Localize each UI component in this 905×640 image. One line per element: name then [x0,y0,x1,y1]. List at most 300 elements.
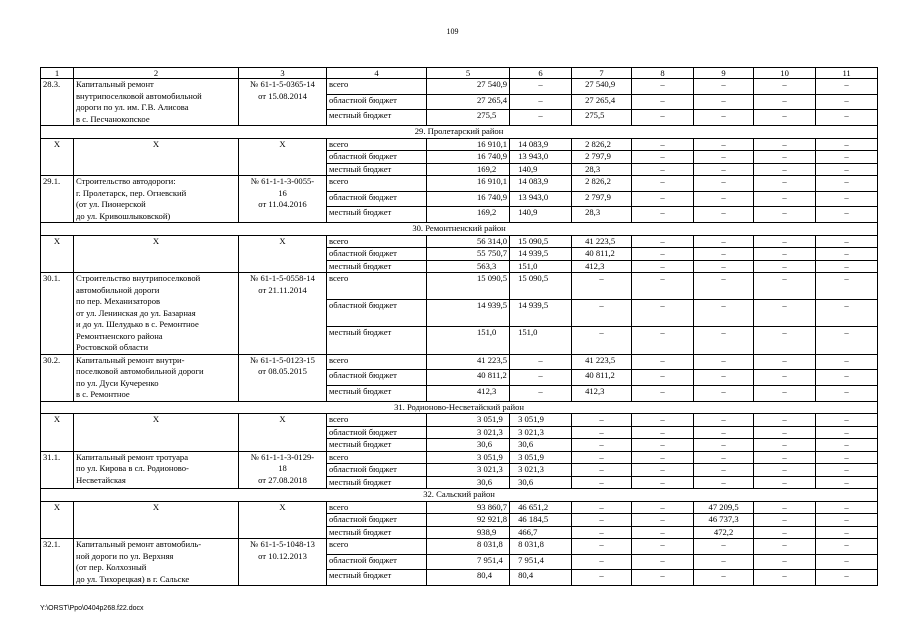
object-name-line: в с. Песчанокопское [76,113,150,124]
expertise-document [239,414,327,452]
value-col10: – [754,354,816,370]
expertise-document [239,235,327,273]
budget-source: областной бюджет [327,191,427,207]
object-name-line: внутрипоселковой автомобильной [76,90,202,101]
value-col8: – [632,501,694,514]
value-col11: – [816,570,878,586]
budget-source: местный бюджет [327,207,427,223]
value-col6: 14 083,9 [510,176,572,192]
value-total: 151,0 [427,327,510,354]
expertise-document-line: Х [279,235,286,246]
expertise-document-line: Х [279,138,286,149]
value-col11: – [816,79,878,95]
value-col10: – [754,476,816,489]
item-number: 32.1. [41,539,74,586]
object-name-line: Капитальный ремонт тротуара [76,451,189,462]
column-number: 6 [510,68,572,79]
expertise-document-line: 18 [278,463,287,473]
value-total: 15 090,5 [427,273,510,300]
value-col7: 41 223,5 [572,354,632,370]
item-number: 30.1. [41,273,74,355]
budget-source: всего [327,273,427,300]
column-number: 10 [754,68,816,79]
object-name-line: поселковой автомобильной дороги [76,366,204,376]
expertise-document-line: от 10.12.2013 [258,550,307,561]
budget-source: областной бюджет [327,151,427,164]
value-col10: – [754,94,816,110]
value-total: 412,3 [427,385,510,401]
object-name [74,138,239,176]
value-col9: – [694,110,754,126]
value-col10: – [754,138,816,151]
value-col10: – [754,327,816,354]
value-col7: 27 540,9 [572,79,632,95]
value-col9: – [694,354,754,370]
value-col10: – [754,248,816,261]
value-col10: – [754,235,816,248]
value-col8: – [632,439,694,452]
budget-source: местный бюджет [327,385,427,401]
value-total: 563,3 [427,260,510,273]
value-col8: – [632,354,694,370]
table-row [41,354,878,370]
value-col11: – [816,300,878,327]
value-col10: – [754,439,816,452]
value-col8: – [632,451,694,464]
table-row [41,235,878,248]
value-col6: 466,7 [510,526,572,539]
value-col11: – [816,176,878,192]
object-name [74,451,239,489]
value-col10: – [754,273,816,300]
object-name-line: Х [152,235,160,246]
value-col8: – [632,176,694,192]
column-number: 11 [816,68,878,79]
value-col9: – [694,327,754,354]
value-col10: – [754,451,816,464]
value-col7: 2 797,9 [572,151,632,164]
table-row [41,138,878,151]
expertise-document-line: от 08.05.2015 [258,366,307,376]
item-number: 30.2. [41,354,74,401]
value-col8: – [632,94,694,110]
value-col10: – [754,260,816,273]
value-col8: – [632,570,694,586]
object-name-line: Х [152,138,160,149]
value-col8: – [632,385,694,401]
value-col11: – [816,526,878,539]
value-col8: – [632,110,694,126]
value-col10: – [754,151,816,164]
value-total: 169,2 [427,207,510,223]
value-col8: – [632,554,694,570]
value-total: 30,6 [427,439,510,452]
value-col10: – [754,191,816,207]
value-col8: – [632,151,694,164]
value-col7: – [572,464,632,477]
budget-source: местный бюджет [327,526,427,539]
value-col11: – [816,273,878,300]
value-col8: – [632,370,694,386]
value-col6: – [510,94,572,110]
value-col7: – [572,451,632,464]
value-col11: – [816,501,878,514]
value-col6: 80,4 [510,570,572,586]
value-total: 16 740,9 [427,151,510,164]
value-col8: – [632,248,694,261]
budget-source: местный бюджет [327,327,427,354]
value-col7: – [572,526,632,539]
value-col10: – [754,570,816,586]
value-col8: – [632,235,694,248]
budget-source: областной бюджет [327,514,427,527]
value-col9: – [694,176,754,192]
budget-source: местный бюджет [327,110,427,126]
value-col9: 47 209,5 [694,501,754,514]
value-col6: – [510,385,572,401]
budget-source: всего [327,414,427,427]
value-col9: – [694,570,754,586]
value-col7: 41 223,5 [572,235,632,248]
value-col9: – [694,414,754,427]
value-total: 27 265,4 [427,94,510,110]
object-name [74,176,239,223]
expertise-document [239,501,327,539]
object-name-line: автомобильной дороги [76,284,160,295]
value-col6: 3 051,9 [510,451,572,464]
value-col7: – [572,476,632,489]
value-col9: – [694,191,754,207]
item-number: Х [41,138,74,176]
object-name-line: Строительство автодороги: [76,176,176,186]
value-col7: 2 826,2 [572,138,632,151]
column-number: 5 [427,68,510,79]
value-total: 56 314,0 [427,235,510,248]
value-total: 14 939,5 [427,300,510,327]
value-total: 80,4 [427,570,510,586]
value-col9: – [694,260,754,273]
value-col6: 140,9 [510,207,572,223]
value-col9: – [694,426,754,439]
budget-source: областной бюджет [327,248,427,261]
object-name-line: (от ул. Пионерской [76,199,146,209]
value-col9: – [694,385,754,401]
value-col11: – [816,260,878,273]
value-col6: – [510,110,572,126]
budget-source: всего [327,235,427,248]
expertise-document-line: Х [279,501,286,512]
budget-source: областной бюджет [327,426,427,439]
value-col7: 27 265,4 [572,94,632,110]
expertise-document [239,539,327,586]
value-col11: – [816,451,878,464]
budget-table [40,67,878,586]
value-total: 16 910,1 [427,176,510,192]
district-section-row [41,126,878,139]
value-col8: – [632,273,694,300]
budget-source: областной бюджет [327,300,427,327]
budget-source: областной бюджет [327,370,427,386]
object-name [74,501,239,539]
column-number: 9 [694,68,754,79]
object-name-line: от ул. Ленинская до ул. Базарная [76,307,196,318]
expertise-document-line: от 27.08.2018 [258,474,307,485]
value-total: 3 021,3 [427,464,510,477]
value-total: 8 031,8 [427,539,510,555]
value-col8: – [632,207,694,223]
value-col10: – [754,176,816,192]
value-col11: – [816,151,878,164]
value-col10: – [754,110,816,126]
value-col8: – [632,526,694,539]
object-name-line: Несветайская [76,474,126,485]
object-name-line: Х [152,414,160,424]
value-total: 938,9 [427,526,510,539]
budget-source: областной бюджет [327,554,427,570]
value-col7: 2 826,2 [572,176,632,192]
value-col9: – [694,439,754,452]
value-col6: 151,0 [510,327,572,354]
value-col7: – [572,300,632,327]
value-col9: – [694,451,754,464]
value-col10: – [754,370,816,386]
value-total: 3 051,9 [427,451,510,464]
value-col7: – [572,273,632,300]
value-col9: – [694,151,754,164]
value-col11: – [816,163,878,176]
value-col9: – [694,370,754,386]
value-col11: – [816,235,878,248]
value-col6: – [510,354,572,370]
value-col11: – [816,327,878,354]
item-number: Х [41,414,74,452]
value-col9: – [694,94,754,110]
district-section-row [41,401,878,414]
value-col9: – [694,163,754,176]
value-total: 16 910,1 [427,138,510,151]
object-name [74,79,239,126]
value-total: 41 223,5 [427,354,510,370]
value-col10: – [754,426,816,439]
expertise-document [239,354,327,401]
column-number: 7 [572,68,632,79]
value-col11: – [816,370,878,386]
value-total: 275,5 [427,110,510,126]
column-number-row [41,68,878,79]
value-col10: – [754,207,816,223]
object-name [74,539,239,586]
object-name [74,414,239,452]
object-name-line: Строительство внутрипоселковой [76,273,201,283]
object-name-line: Ростовской области [76,342,149,352]
value-col11: – [816,385,878,401]
expertise-document-line: от 11.04.2016 [258,199,307,209]
object-name-line: ной дороги по ул. Верхняя [76,550,174,561]
value-col8: – [632,191,694,207]
value-col6: 15 090,5 [510,235,572,248]
value-col6: 3 051,9 [510,414,572,427]
district-title: 29. Пролетарский район [41,126,878,139]
object-name-line: (от пер. Колхозный [76,562,147,572]
value-col10: – [754,526,816,539]
value-col6: 13 943,0 [510,151,572,164]
expertise-document-line: № 61-1-1-3-0055- [250,176,315,186]
value-col10: – [754,385,816,401]
value-col6: 7 951,4 [510,554,572,570]
value-col8: – [632,539,694,555]
value-col6: 30,6 [510,476,572,489]
table-row [41,79,878,95]
item-number: 31.1. [41,451,74,489]
budget-source: местный бюджет [327,163,427,176]
district-title: 32. Сальский район [41,489,878,502]
object-name [74,354,239,401]
value-total: 55 750,7 [427,248,510,261]
value-col9: – [694,539,754,555]
value-col7: 275,5 [572,110,632,126]
value-col6: 8 031,8 [510,539,572,555]
value-total: 3 051,9 [427,414,510,427]
object-name-line: до ул. Тихорецкая) в г. Сальске [76,573,190,584]
object-name [74,273,239,355]
value-col7: 40 811,2 [572,248,632,261]
value-col9: – [694,235,754,248]
expertise-document [239,79,327,126]
value-total: 7 951,4 [427,554,510,570]
expertise-document-line: № 61-1-5-0365-14 [250,79,315,89]
value-col10: – [754,414,816,427]
object-name-line: дороги по ул. им. Г.В. Алисова [76,102,189,112]
object-name-line: Х [152,501,160,512]
budget-source: местный бюджет [327,570,427,586]
expertise-document [239,176,327,223]
value-col9: – [694,248,754,261]
value-col6: 46 651,2 [510,501,572,514]
object-name-line: Ремонтненского района [76,330,163,341]
value-col7: – [572,554,632,570]
value-col6: 14 939,5 [510,300,572,327]
value-col7: – [572,539,632,555]
expertise-document-line: № 61-1-5-0123-15 [250,354,315,365]
value-col9: – [694,554,754,570]
value-col10: – [754,554,816,570]
expertise-document-line: Х [279,414,286,424]
budget-source: всего [327,354,427,370]
value-col11: – [816,94,878,110]
value-col8: – [632,414,694,427]
value-col11: – [816,514,878,527]
table-row [41,539,878,555]
expertise-document [239,273,327,355]
value-total: 92 921,8 [427,514,510,527]
column-number: 2 [74,68,239,79]
value-col7: – [572,439,632,452]
object-name-line: и до ул. Шелудько в с. Ремонтное [76,319,199,329]
value-col9: – [694,138,754,151]
value-col11: – [816,191,878,207]
object-name-line: Капитальный ремонт внутри- [76,354,185,365]
object-name-line: Капитальный ремонт автомобиль- [76,539,202,549]
value-col11: – [816,207,878,223]
value-col6: 30,6 [510,439,572,452]
value-total: 169,2 [427,163,510,176]
value-col7: – [572,570,632,586]
value-total: 3 021,3 [427,426,510,439]
value-col7: – [572,327,632,354]
value-col6: 15 090,5 [510,273,572,300]
value-col9: – [694,207,754,223]
value-col8: – [632,138,694,151]
table-row [41,451,878,464]
expertise-document-line: № 61-1-5-1048-13 [250,539,315,549]
value-col9: 472,2 [694,526,754,539]
budget-source: местный бюджет [327,260,427,273]
value-col11: – [816,539,878,555]
page-number: 109 [446,27,459,36]
value-col8: – [632,327,694,354]
value-col9: 46 737,3 [694,514,754,527]
value-col7: 2 797,9 [572,191,632,207]
value-col11: – [816,426,878,439]
district-section-row [41,223,878,236]
budget-source: местный бюджет [327,476,427,489]
value-col9: – [694,79,754,95]
value-col6: 140,9 [510,163,572,176]
column-number: 3 [239,68,327,79]
value-col11: – [816,138,878,151]
value-col7: 28,3 [572,163,632,176]
value-col7: 40 811,2 [572,370,632,386]
column-number: 8 [632,68,694,79]
value-col8: – [632,476,694,489]
object-name-line: до ул. Кривошлыковской) [76,210,171,221]
object-name-line: по ул. Дуси Кучеренко [76,377,159,388]
value-col9: – [694,476,754,489]
value-col6: 14 939,5 [510,248,572,261]
budget-source: всего [327,501,427,514]
expertise-document-line: № 61-1-5-0558-14 [250,273,315,283]
value-col11: – [816,414,878,427]
value-col6: 14 083,9 [510,138,572,151]
value-col8: – [632,163,694,176]
budget-source: всего [327,79,427,95]
budget-source: областной бюджет [327,464,427,477]
budget-source: всего [327,176,427,192]
value-col7: 412,3 [572,385,632,401]
budget-source: областной бюджет [327,94,427,110]
item-number: 29.1. [41,176,74,223]
budget-source: всего [327,138,427,151]
value-total: 40 811,2 [427,370,510,386]
value-col8: – [632,260,694,273]
value-col9: – [694,273,754,300]
value-col11: – [816,476,878,489]
value-col10: – [754,300,816,327]
value-col10: – [754,514,816,527]
value-col11: – [816,439,878,452]
value-col7: 28,3 [572,207,632,223]
expertise-document [239,138,327,176]
value-col6: 13 943,0 [510,191,572,207]
value-total: 27 540,9 [427,79,510,95]
value-col6: 46 184,5 [510,514,572,527]
column-number: 1 [41,68,74,79]
item-number: Х [41,235,74,273]
expertise-document-line: № 61-1-1-3-0129- [250,451,315,462]
value-col6: 3 021,3 [510,464,572,477]
value-col10: – [754,539,816,555]
object-name-line: в с. Ремонтное [76,389,130,399]
